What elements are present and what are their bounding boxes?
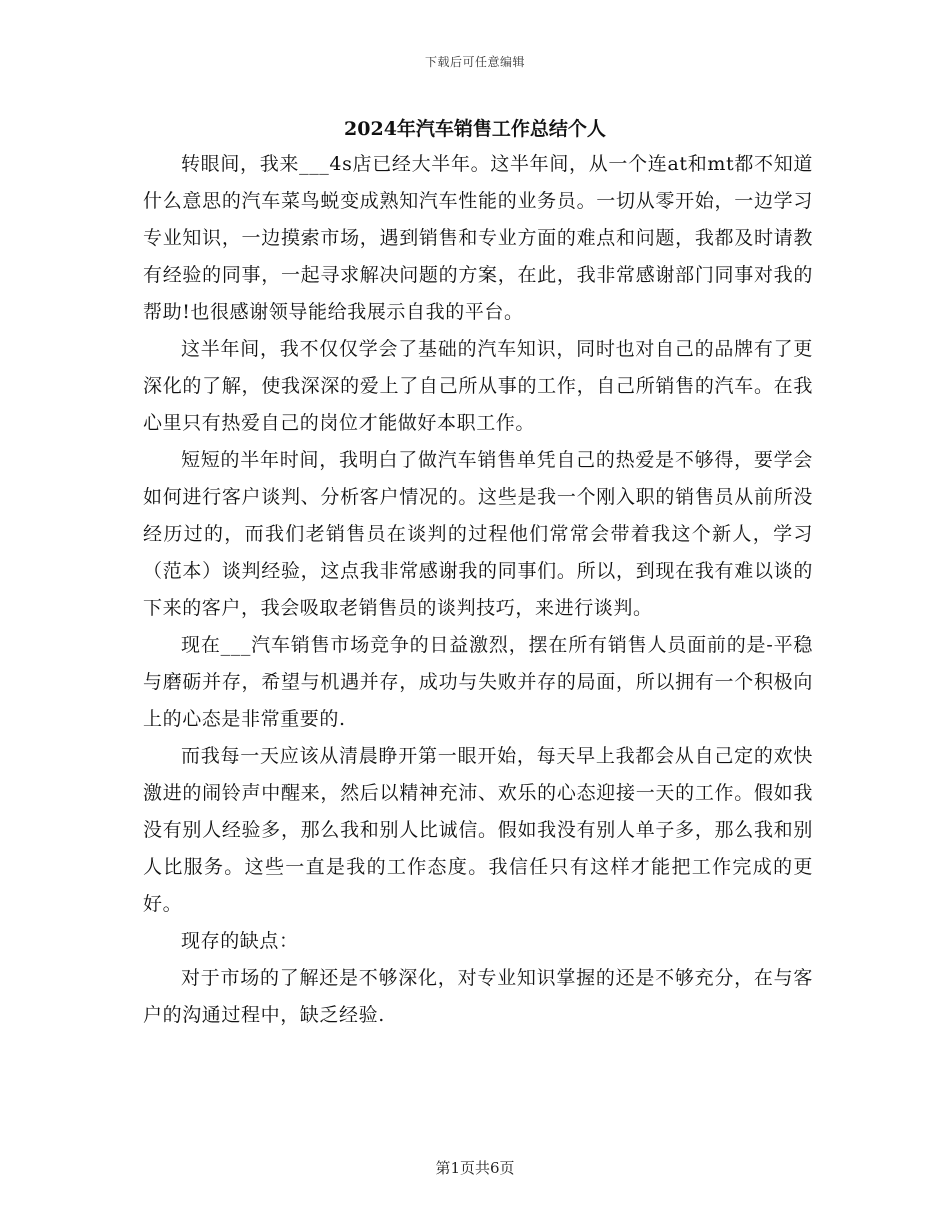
paragraph-3: 短短的半年时间，我明白了做汽车销售单凭自己的热爱是不够得，要学会如何进行客户谈判、分析客户情况的。这些是我一个刚入职的销售员从前所没经历过的，而我们老销售员在谈判的过程他们常常会带着我这个新人，学习（范本）谈判经验，这点我非常感谢我的同事们。所以，到现在我有难以谈的下来的客户，我会吸取老销售员的谈判技巧，来进行谈判。 [143,449,813,619]
paragraph-6-heading: 现存的缺点： [181,930,299,952]
page-header-note: 下载后可任意编辑 [424,55,525,69]
document-title: 2024年汽车销售工作总结个人 [344,118,606,140]
page-number: 第1页共6页 [435,1159,515,1177]
paragraph-7: 对于市场的了解还是不够深化，对专业知识掌握的还是不够充分，在与客户的沟通过程中，缺乏经验. [143,967,813,1026]
paragraph-1: 转眼间，我来___4s店已经大半年。这半年间，从一个连at和mt都不知道什么意思的汽车菜鸟蜕变成熟知汽车性能的业务员。一切从零开始，一边学习专业知识，一边摸索市场，遇到销售和专业方面的难点和问题，我都及时请教有经验的同事，一起寻求解决问题的方案，在此，我非常感谢部门同事对我的帮助!也很感谢领导能给我展示自我的平台。 [143,153,813,323]
paragraph-4: 现在___汽车销售市场竞争的日益激烈，摆在所有销售人员面前的是-平稳与磨砺并存，希望与机遇并存，成功与失败并存的局面，所以拥有一个积极向上的心态是非常重要的. [143,634,813,730]
document-body [143,146,813,1034]
paragraph-2: 这半年间，我不仅仅学会了基础的汽车知识，同时也对自己的品牌有了更深化的了解，使我深深的爱上了自己所从事的工作，自己所销售的汽车。在我心里只有热爱自己的岗位才能做好本职工作。 [143,338,813,434]
paragraph-5: 而我每一天应该从清晨睁开第一眼开始，每天早上我都会从自己定的欢快激进的闹铃声中醒来，然后以精神充沛、欢乐的心态迎接一天的工作。假如我没有别人经验多，那么我和别人比诚信。假如我没有别人单子多，那么我和别人比服务。这些一直是我的工作态度。我信任只有这样才能把工作完成的更好。 [143,745,813,915]
